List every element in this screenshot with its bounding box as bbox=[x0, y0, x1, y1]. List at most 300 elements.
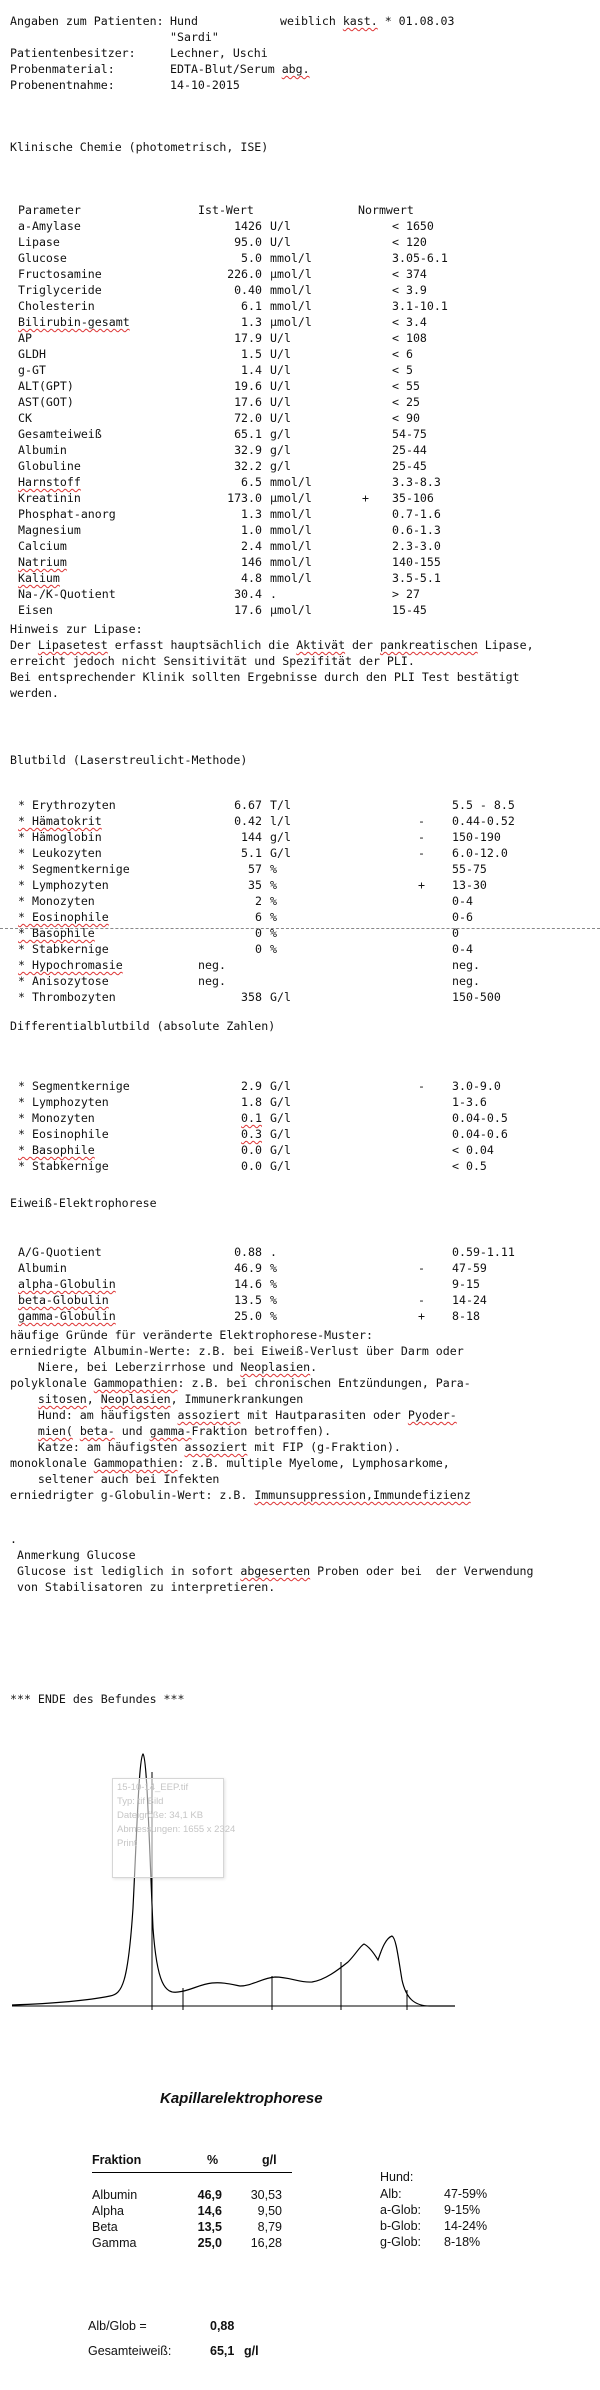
result-value: 144 bbox=[241, 830, 262, 844]
result-unit: % bbox=[270, 878, 277, 892]
ratio-label: Alb/Glob = bbox=[88, 2319, 147, 2333]
result-value: 0.1 bbox=[241, 1111, 262, 1125]
result-value: 32.9 bbox=[234, 443, 262, 457]
result-unit: mmol/l bbox=[270, 523, 312, 537]
patient-info-row bbox=[0, 45, 600, 61]
result-value: 13.5 bbox=[234, 1293, 262, 1307]
reference-range: 9-15% bbox=[444, 2203, 481, 2217]
result-unit: G/l bbox=[270, 1143, 291, 1157]
result-reference: 0.04-0.6 bbox=[452, 1127, 508, 1141]
result-parameter: ALT(GPT) bbox=[18, 379, 74, 393]
result-unit: mmol/l bbox=[270, 539, 312, 553]
fraction-name: Albumin bbox=[92, 2188, 138, 2202]
page-break-line bbox=[0, 928, 600, 929]
result-reference: 35-106 bbox=[392, 491, 434, 505]
result-unit: U/l bbox=[270, 379, 291, 393]
result-unit: % bbox=[270, 894, 277, 908]
result-row bbox=[0, 941, 600, 957]
result-flag: - bbox=[418, 1261, 425, 1275]
result-reference: 150-190 bbox=[452, 830, 501, 844]
fraction-header-pct: % bbox=[207, 2153, 219, 2167]
result-reference: 150-500 bbox=[452, 990, 501, 1004]
patient-info-value: Hund bbox=[170, 14, 198, 28]
electrophoresis-note-line bbox=[0, 1439, 600, 1455]
result-parameter: gamma-Globulin bbox=[18, 1309, 116, 1323]
result-reference: 3.3-8.3 bbox=[392, 475, 441, 489]
result-unit: mmol/l bbox=[270, 283, 312, 297]
patient-info-row bbox=[0, 77, 600, 93]
result-reference: 0-4 bbox=[452, 942, 473, 956]
result-row bbox=[0, 1078, 600, 1094]
result-reference: 140-155 bbox=[392, 555, 441, 569]
result-parameter: g-GT bbox=[18, 363, 46, 377]
reference-name: Alb: bbox=[380, 2187, 402, 2201]
glucose-note-line-text: Glucose ist lediglich in sofort abgeserten Proben oder bei der Verwendung bbox=[10, 1564, 534, 1578]
result-flag: + bbox=[362, 491, 369, 505]
result-parameter: AP bbox=[18, 331, 32, 345]
report-end-text: *** ENDE des Befundes *** bbox=[10, 1692, 185, 1706]
result-unit: mmol/l bbox=[270, 299, 312, 313]
result-reference: 2.3-3.0 bbox=[392, 539, 441, 553]
electrophoresis-note-line-text: erniedrigter g-Globulin-Wert: z.B. Immunsuppression,Immundefizienz bbox=[10, 1488, 471, 1502]
result-row bbox=[0, 506, 600, 522]
patient-info-row bbox=[0, 13, 600, 29]
electrophoresis-note-line bbox=[0, 1407, 600, 1423]
result-reference: < 55 bbox=[392, 379, 420, 393]
total-protein-unit: g/l bbox=[244, 2344, 259, 2358]
result-value: 1426 bbox=[234, 219, 262, 233]
result-reference: < 108 bbox=[392, 331, 427, 345]
electrophoresis-title: Kapillarelektrophorese bbox=[160, 2090, 323, 2107]
reference-range: 47-59% bbox=[444, 2187, 488, 2201]
result-value: 6 bbox=[255, 910, 262, 924]
electrophoresis-note-line-text: mien( beta- und gamma-Fraktion betroffen). bbox=[37, 1424, 332, 1438]
result-value: 17.6 bbox=[234, 603, 262, 617]
electrophoresis-note-line-text: polyklonale Gammopathien: z.B. bei chronischen Entzündungen, Para- bbox=[10, 1376, 471, 1390]
tooltip-line: Dateigröße: 34,1 KB bbox=[117, 1810, 204, 1821]
result-row bbox=[0, 378, 600, 394]
result-parameter: Phosphat-anorg bbox=[18, 507, 116, 521]
result-parameter: Na-/K-Quotient bbox=[18, 587, 116, 601]
result-row bbox=[0, 234, 600, 250]
result-value: 0.40 bbox=[234, 283, 262, 297]
result-row bbox=[0, 602, 600, 618]
result-value: 5.1 bbox=[241, 846, 262, 860]
tooltip-line: Typ: tif Bild bbox=[117, 1796, 164, 1807]
electrophoresis-note-line bbox=[0, 1343, 600, 1359]
result-row bbox=[0, 1126, 600, 1142]
result-row bbox=[0, 314, 600, 330]
result-parameter: * Thrombozyten bbox=[18, 990, 116, 1004]
result-value: 173.0 bbox=[227, 491, 262, 505]
result-reference: 54-75 bbox=[392, 427, 427, 441]
result-row bbox=[0, 266, 600, 282]
electrophoresis-note-line bbox=[0, 1487, 600, 1503]
result-reference: < 25 bbox=[392, 395, 420, 409]
fraction-name: Alpha bbox=[92, 2204, 124, 2218]
result-value: 65.1 bbox=[234, 427, 262, 441]
section-title-chemistry bbox=[0, 139, 600, 155]
reference-range: 14-24% bbox=[444, 2219, 488, 2233]
result-value: 0 bbox=[255, 942, 262, 956]
result-reference: < 0.04 bbox=[452, 1143, 494, 1157]
electropherogram-curve bbox=[12, 1754, 455, 2006]
result-parameter: Triglyceride bbox=[18, 283, 102, 297]
result-unit: % bbox=[270, 926, 277, 940]
section-title: Eiweiß-Elektrophorese bbox=[10, 1196, 157, 1210]
result-unit: µmol/l bbox=[270, 267, 312, 281]
fraction-name: Beta bbox=[92, 2220, 118, 2234]
result-value: 4.8 bbox=[241, 571, 262, 585]
electrophoresis-note-line bbox=[0, 1455, 600, 1471]
patient-info-value: 14-10-2015 bbox=[170, 78, 240, 92]
result-reference: 0.44-0.52 bbox=[452, 814, 515, 828]
result-value: 2.4 bbox=[241, 539, 262, 553]
result-parameter: * Monozyten bbox=[18, 894, 95, 908]
result-parameter: * Hypochromasie bbox=[18, 958, 123, 972]
result-value: 2.9 bbox=[241, 1079, 262, 1093]
result-reference: < 120 bbox=[392, 235, 427, 249]
result-value: 226.0 bbox=[227, 267, 262, 281]
result-row bbox=[0, 298, 600, 314]
tooltip-line: Print bbox=[117, 1838, 137, 1849]
result-parameter: Kreatinin bbox=[18, 491, 81, 505]
fraction-header-name: Fraktion bbox=[92, 2153, 142, 2167]
patient-info-value: EDTA-Blut/Serum abg. bbox=[170, 62, 310, 76]
result-flag: + bbox=[418, 878, 425, 892]
result-row bbox=[0, 845, 600, 861]
result-row bbox=[0, 973, 600, 989]
result-value: 1.0 bbox=[241, 523, 262, 537]
result-reference: 25-45 bbox=[392, 459, 427, 473]
result-unit: µmol/l bbox=[270, 603, 312, 617]
result-value: 0.0 bbox=[241, 1143, 262, 1157]
result-value: 19.6 bbox=[234, 379, 262, 393]
result-row bbox=[0, 346, 600, 362]
result-unit: U/l bbox=[270, 395, 291, 409]
result-unit: U/l bbox=[270, 363, 291, 377]
result-row bbox=[0, 282, 600, 298]
patient-info-row bbox=[0, 61, 600, 77]
result-unit: G/l bbox=[270, 1159, 291, 1173]
section-title-differential bbox=[0, 1018, 600, 1034]
result-parameter: * Stabkernige bbox=[18, 1159, 109, 1173]
reference-title: Hund: bbox=[380, 2170, 414, 2184]
result-unit: g/l bbox=[270, 459, 291, 473]
electrophoresis-note-line-text: Katze: am häufigsten assoziert mit FIP (g-Fraktion). bbox=[10, 1440, 401, 1454]
result-row bbox=[0, 877, 600, 893]
result-parameter: Calcium bbox=[18, 539, 67, 553]
result-parameter: * Lymphozyten bbox=[18, 1095, 109, 1109]
result-reference: < 3.4 bbox=[392, 315, 427, 329]
electrophoresis-note-line bbox=[0, 1375, 600, 1391]
result-parameter: AST(GOT) bbox=[18, 395, 74, 409]
fraction-table-rule bbox=[92, 2172, 292, 2173]
result-unit: G/l bbox=[270, 1079, 291, 1093]
result-reference: 6.0-12.0 bbox=[452, 846, 508, 860]
result-reference: 55-75 bbox=[452, 862, 487, 876]
result-unit: U/l bbox=[270, 347, 291, 361]
result-unit: mmol/l bbox=[270, 507, 312, 521]
result-unit: % bbox=[270, 862, 277, 876]
result-parameter: a-Amylase bbox=[18, 219, 81, 233]
result-reference: 3.5-5.1 bbox=[392, 571, 441, 585]
lipase-note-line-text: erreicht jedoch nicht Sensitivität und Spezifität der PLI. bbox=[10, 654, 415, 668]
result-unit: g/l bbox=[270, 443, 291, 457]
result-parameter: * Eosinophile bbox=[18, 1127, 109, 1141]
result-row bbox=[0, 1276, 600, 1292]
electrophoresis-note-line bbox=[0, 1359, 600, 1375]
section-title-blood bbox=[0, 752, 600, 768]
result-value: 358 bbox=[241, 990, 262, 1004]
total-protein-value: 65,1 bbox=[210, 2344, 235, 2358]
dot: . bbox=[10, 1532, 17, 1546]
fraction-name: Gamma bbox=[92, 2236, 137, 2250]
glucose-note-line bbox=[0, 1547, 600, 1563]
result-unit: mmol/l bbox=[270, 251, 312, 265]
result-unit: mmol/l bbox=[270, 475, 312, 489]
result-unit: % bbox=[270, 1261, 277, 1275]
result-value: 72.0 bbox=[234, 411, 262, 425]
ratio-value: 0,88 bbox=[210, 2319, 235, 2333]
result-reference: 5.5 - 8.5 bbox=[452, 798, 515, 812]
result-value: 6.67 bbox=[234, 798, 262, 812]
result-unit: G/l bbox=[270, 1111, 291, 1125]
patient-info-label: Patientenbesitzer: bbox=[10, 46, 136, 60]
electrophoresis-note-line-text: häufige Gründe für veränderte Elektrophorese-Muster: bbox=[10, 1328, 373, 1342]
result-flag: - bbox=[418, 1293, 425, 1307]
tooltip-line: Abmessungen: 1655 x 2324 bbox=[117, 1824, 236, 1835]
result-unit: µmol/l bbox=[270, 315, 312, 329]
fraction-percent: 25,0 bbox=[197, 2236, 222, 2250]
result-row bbox=[0, 813, 600, 829]
result-reference: 8-18 bbox=[452, 1309, 480, 1323]
result-reference: 0-6 bbox=[452, 910, 473, 924]
result-unit: U/l bbox=[270, 235, 291, 249]
result-row bbox=[0, 829, 600, 845]
electropherogram bbox=[0, 1748, 600, 2078]
result-unit: T/l bbox=[270, 798, 291, 812]
result-row bbox=[0, 474, 600, 490]
fraction-percent: 13,5 bbox=[197, 2220, 222, 2234]
result-reference: 0.04-0.5 bbox=[452, 1111, 508, 1125]
result-row bbox=[0, 1158, 600, 1174]
result-row bbox=[0, 1142, 600, 1158]
result-row bbox=[0, 861, 600, 877]
result-value: 95.0 bbox=[234, 235, 262, 249]
result-value: 0.3 bbox=[241, 1127, 262, 1141]
result-reference: 47-59 bbox=[452, 1261, 487, 1275]
electrophoresis-note-line-text: Hund: am häufigsten assoziert mit Hautparasiten oder Pyoder- bbox=[10, 1408, 457, 1422]
lipase-note-line-text: Hinweis zur Lipase: bbox=[10, 622, 143, 636]
result-row bbox=[0, 538, 600, 554]
result-flag: + bbox=[418, 1309, 425, 1323]
electrophoresis-note-line bbox=[0, 1423, 600, 1439]
result-row bbox=[0, 1292, 600, 1308]
result-parameter: * Basophile bbox=[18, 1143, 95, 1157]
result-parameter: Albumin bbox=[18, 1261, 67, 1275]
result-row bbox=[0, 442, 600, 458]
result-row bbox=[0, 250, 600, 266]
result-unit: % bbox=[270, 910, 277, 924]
result-parameter: * Hämoglobin bbox=[18, 830, 102, 844]
result-flag: - bbox=[418, 1079, 425, 1093]
result-parameter: Cholesterin bbox=[18, 299, 95, 313]
result-value: neg. bbox=[198, 958, 226, 972]
lipase-note-line-text: werden. bbox=[10, 686, 59, 700]
result-parameter: * Basophile bbox=[18, 926, 95, 940]
result-value: 1.8 bbox=[241, 1095, 262, 1109]
result-reference: 3.1-10.1 bbox=[392, 299, 448, 313]
result-value: 30.4 bbox=[234, 587, 262, 601]
result-parameter: Albumin bbox=[18, 443, 67, 457]
lipase-note-line-text: Bei entsprechender Klinik sollten Ergebnisse durch den PLI Test bestätigt bbox=[10, 670, 520, 684]
result-value: 1.5 bbox=[241, 347, 262, 361]
result-parameter: A/G-Quotient bbox=[18, 1245, 102, 1259]
result-row bbox=[0, 586, 600, 602]
result-reference: < 374 bbox=[392, 267, 427, 281]
reference-name: g-Glob: bbox=[380, 2235, 421, 2249]
result-row bbox=[0, 426, 600, 442]
electrophoresis-note-line-text: monoklonale Gammopathien: z.B. multiple Myelome, Lymphosarkome, bbox=[10, 1456, 450, 1470]
result-row bbox=[0, 1260, 600, 1276]
result-parameter: * Hämatokrit bbox=[18, 814, 102, 828]
result-parameter: Magnesium bbox=[18, 523, 81, 537]
result-reference: 0.7-1.6 bbox=[392, 507, 441, 521]
result-parameter: * Stabkernige bbox=[18, 942, 109, 956]
electrophoresis-note-line bbox=[0, 1471, 600, 1487]
result-reference: 1-3.6 bbox=[452, 1095, 487, 1109]
result-value: 6.1 bbox=[241, 299, 262, 313]
result-reference: < 5 bbox=[392, 363, 413, 377]
fraction-percent: 46,9 bbox=[197, 2188, 222, 2202]
result-reference: 0.59-1.11 bbox=[452, 1245, 515, 1259]
reference-range: 8-18% bbox=[444, 2235, 481, 2249]
result-flag: - bbox=[418, 814, 425, 828]
result-reference: 0-4 bbox=[452, 894, 473, 908]
result-parameter: beta-Globulin bbox=[18, 1293, 109, 1307]
result-unit: % bbox=[270, 1309, 277, 1323]
result-flag: - bbox=[418, 830, 425, 844]
result-reference: < 1650 bbox=[392, 219, 434, 233]
result-row bbox=[0, 909, 600, 925]
result-parameter: Kalium bbox=[18, 571, 60, 585]
result-value: 46.9 bbox=[234, 1261, 262, 1275]
result-parameter: * Lymphozyten bbox=[18, 878, 109, 892]
result-row bbox=[0, 1308, 600, 1324]
result-parameter: GLDH bbox=[18, 347, 46, 361]
fraction-percent: 14,6 bbox=[197, 2204, 222, 2218]
column-header-reference: Normwert bbox=[358, 203, 414, 217]
patient-info-value: "Sardi" bbox=[170, 30, 219, 44]
electrophoresis-note-line-text: seltener auch bei Infekten bbox=[10, 1472, 220, 1486]
result-reference: 13-30 bbox=[452, 878, 487, 892]
file-tooltip bbox=[112, 1778, 236, 1878]
result-reference: neg. bbox=[452, 958, 480, 972]
result-reference: 25-44 bbox=[392, 443, 427, 457]
result-reference: 15-45 bbox=[392, 603, 427, 617]
result-value: 35 bbox=[248, 878, 262, 892]
result-value: 0 bbox=[255, 926, 262, 940]
result-parameter: Lipase bbox=[18, 235, 60, 249]
patient-info-row bbox=[0, 29, 600, 45]
glucose-note-line-text: Anmerkung Glucose bbox=[10, 1548, 136, 1562]
result-parameter: Natrium bbox=[18, 555, 67, 569]
result-row bbox=[0, 458, 600, 474]
total-protein-label: Gesamteiweiß: bbox=[88, 2344, 172, 2358]
result-unit: G/l bbox=[270, 990, 291, 1004]
result-reference: < 3.9 bbox=[392, 283, 427, 297]
electrophoresis-note-line-text: sitosen, Neoplasien, Immunerkrankungen bbox=[37, 1392, 304, 1406]
result-parameter: Gesamteiweiß bbox=[18, 427, 102, 441]
result-parameter: * Leukozyten bbox=[18, 846, 102, 860]
result-value: 146 bbox=[241, 555, 262, 569]
result-row bbox=[0, 957, 600, 973]
column-header-value: Ist-Wert bbox=[198, 203, 254, 217]
section-title: Blutbild (Laserstreulicht-Methode) bbox=[10, 753, 248, 767]
result-parameter: * Erythrozyten bbox=[18, 798, 116, 812]
reference-name: a-Glob: bbox=[380, 2203, 421, 2217]
result-value: 6.5 bbox=[241, 475, 262, 489]
result-unit: G/l bbox=[270, 846, 291, 860]
result-unit: . bbox=[270, 1245, 277, 1259]
section-title: Differentialblutbild (absolute Zahlen) bbox=[10, 1019, 276, 1033]
result-reference: 9-15 bbox=[452, 1277, 480, 1291]
fraction-header-gl: g/l bbox=[262, 2153, 277, 2167]
fraction-gl: 9,50 bbox=[257, 2204, 282, 2218]
result-row bbox=[0, 1094, 600, 1110]
result-parameter: Eisen bbox=[18, 603, 53, 617]
result-reference: 0 bbox=[452, 926, 459, 940]
result-row bbox=[0, 362, 600, 378]
glucose-note-line bbox=[0, 1563, 600, 1579]
fraction-gl: 30,53 bbox=[250, 2188, 282, 2202]
result-reference: neg. bbox=[452, 974, 480, 988]
result-value: 1.3 bbox=[241, 507, 262, 521]
patient-info-label: Probenmaterial: bbox=[10, 62, 115, 76]
result-parameter: Fructosamine bbox=[18, 267, 102, 281]
result-flag: - bbox=[418, 846, 425, 860]
result-reference: 0.6-1.3 bbox=[392, 523, 441, 537]
result-reference: < 0.5 bbox=[452, 1159, 487, 1173]
result-parameter: Glucose bbox=[18, 251, 67, 265]
result-unit: mmol/l bbox=[270, 571, 312, 585]
result-value: 25.0 bbox=[234, 1309, 262, 1323]
result-value: 57 bbox=[248, 862, 262, 876]
section-title: Klinische Chemie (photometrisch, ISE) bbox=[10, 140, 269, 154]
glucose-note-line bbox=[0, 1579, 600, 1595]
result-value: 0.42 bbox=[234, 814, 262, 828]
result-unit: . bbox=[270, 587, 277, 601]
result-parameter: * Segmentkernige bbox=[18, 1079, 130, 1093]
result-value: 17.9 bbox=[234, 331, 262, 345]
result-value: 1.4 bbox=[241, 363, 262, 377]
result-value: 0.88 bbox=[234, 1245, 262, 1259]
result-row bbox=[0, 1110, 600, 1126]
report-end bbox=[0, 1691, 600, 1707]
result-row bbox=[0, 394, 600, 410]
result-value: 0.0 bbox=[241, 1159, 262, 1173]
result-unit: U/l bbox=[270, 411, 291, 425]
result-value: 5.0 bbox=[241, 251, 262, 265]
fraction-gl: 8,79 bbox=[257, 2220, 282, 2234]
result-parameter: * Anisozytose bbox=[18, 974, 109, 988]
result-row bbox=[0, 218, 600, 234]
result-reference: 3.0-9.0 bbox=[452, 1079, 501, 1093]
result-reference: < 6 bbox=[392, 347, 413, 361]
result-value: neg. bbox=[198, 974, 226, 988]
result-row bbox=[0, 490, 600, 506]
